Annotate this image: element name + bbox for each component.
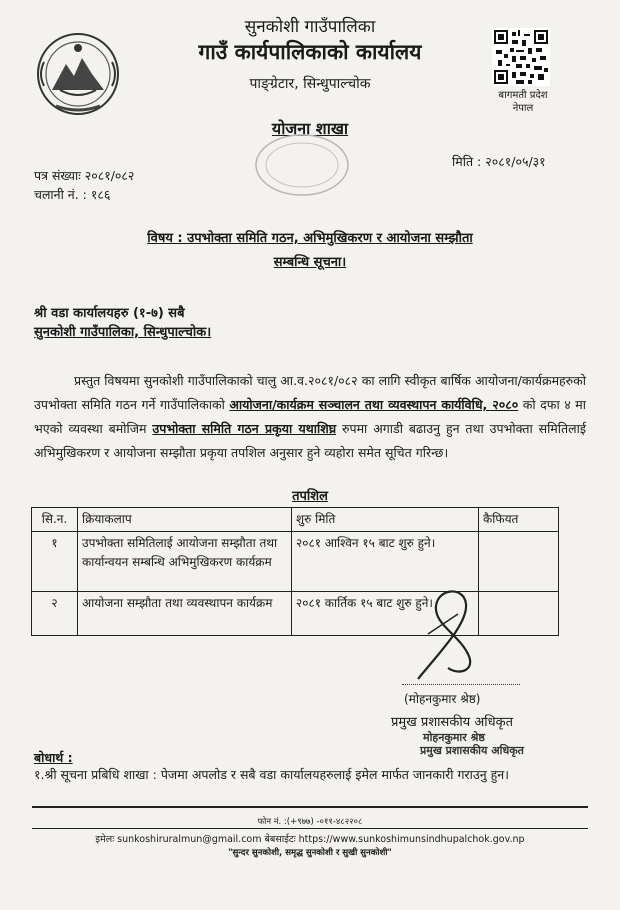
cell-sn: १ <box>32 532 78 592</box>
province-label <box>468 89 578 115</box>
footer-slogan: "सुन्दर सुनकोशी, समृद्ध सुनकोशी र सुखी सुनकोशी" <box>228 848 392 858</box>
addressee-line-1: श्री वडा कार्यालयहरु (१-७) सबै <box>34 306 185 321</box>
cell-activity: आयोजना सम्झौता तथा व्यवस्थापन कार्यक्रम <box>78 592 292 636</box>
footer-rule <box>32 806 588 808</box>
cell-remarks <box>479 532 559 592</box>
header-start-date: शुरु मिति <box>292 508 479 532</box>
signatory-title: प्रमुख प्रशासकीय अधिकृत <box>391 715 514 730</box>
header-remarks: कैफियत <box>479 508 559 532</box>
office-stamp-icon <box>252 130 352 200</box>
footer-phone: फोन नं. :(+९७७) -०११-४८२२०८ <box>257 817 363 827</box>
body-text-2: को दफा ४ मा भएको व्यवस्था बमोजिम <box>34 397 586 436</box>
cell-start-date: २०८१ आश्विन १५ बाट शुरु हुने। <box>292 532 479 592</box>
province-name: बागमती प्रदेश <box>498 90 548 101</box>
table-title: तपशिल <box>292 489 328 504</box>
signature-line <box>402 684 520 685</box>
municipality-name: सुनकोशी गाउँपालिका <box>244 17 376 37</box>
body-bold-2: उपभोक्ता समिति गठन प्रकृया यथाशिघ्र <box>152 421 337 436</box>
country-name: नेपाल <box>512 103 534 114</box>
table-row <box>32 532 559 592</box>
table-header-row <box>32 508 559 532</box>
signatory-name: (मोहनकुमार श्रेष्ठ) <box>404 692 481 706</box>
office-address: पाङ्ग्रेटार, सिन्धुपाल्चोक <box>249 76 371 92</box>
dispatch-number: चलानी नं. : १८६ <box>34 187 111 202</box>
office-name: गाउँ कार्यपालिकाको कार्यालय <box>198 40 422 64</box>
subject-text-1: विषय : उपभोक्ता समिति गठन, अभिमुखिकरण र आयोजना सम्झौता <box>147 231 473 246</box>
body-text-1: प्रस्तुत विषयमा सुनकोशी गाउँपालिकाको चालु आ.व.२०८१/०८२ का लागि स्वीकृत बार्षिक आयोजना/कार्यक्रमहरुको उपभोक्ता समिति गठन गर्ने गाउँपालिकाको <box>34 373 586 412</box>
letter-number: पत्र संख्याः २०८१/०८२ <box>34 168 135 183</box>
signature-icon <box>398 584 488 684</box>
letter-date: मिति : २०८१/०५/३१ <box>452 154 546 169</box>
cell-remarks <box>479 592 559 636</box>
footer-contact: इमेलः sunkoshiruralmun@gmail.com बेबसाईटः https://www.sunkoshimunsindhupalchok.gov.np <box>95 834 525 845</box>
subject-line-1 <box>0 228 620 246</box>
subject-text-2: सम्बन्धि सूचना। <box>273 255 347 270</box>
subject-line-2 <box>0 252 620 270</box>
cc-item: १.श्री सूचना प्रबिधि शाखा : पेजमा अपलोड र सबै वडा कार्यालयहरुलाई इमेल मार्फत जानकारी गराउनु हुन। <box>34 767 509 782</box>
cell-start-date: २०८१ कार्तिक १५ बाट शुरु हुने। <box>292 592 479 636</box>
cc-label: बोधार्थ : <box>34 750 73 765</box>
body-text-3: रुपमा अगाडी बढाउनु हुन तथा उपभोक्ता समितिलाई अभिमुखिकरण र आयोजना सम्झौता प्रकृया तपशिल अनुसार हुने व्यहोरा समेत सूचित गरिन्छ। <box>34 421 586 460</box>
header-activity: क्रियाकलाप <box>78 508 292 532</box>
stamp-name: मोहनकुमार श्रेष्ठ <box>423 731 485 744</box>
stamp-title: प्रमुख प्रशासकीय अधिकृत <box>420 744 524 757</box>
branch-title: योजना शाखा <box>271 119 349 138</box>
addressee-line-2: सुनकोशी गाउँपालिका, सिन्धुपाल्चोक। <box>34 325 212 340</box>
body-paragraph <box>34 369 586 465</box>
footer-rule-2 <box>32 828 588 829</box>
cell-sn: २ <box>32 592 78 636</box>
body-bold-1: आयोजना/कार्यक्रम सञ्चालन तथा व्यवस्थापन कार्यविधि, २०८० <box>229 397 519 412</box>
header-sn: सि.न. <box>32 508 78 532</box>
cell-activity: उपभोक्ता समितिलाई आयोजना सम्झौता तथा कार्यान्वयन सम्बन्धि अभिमुखिकरण कार्यक्रम <box>78 532 292 592</box>
